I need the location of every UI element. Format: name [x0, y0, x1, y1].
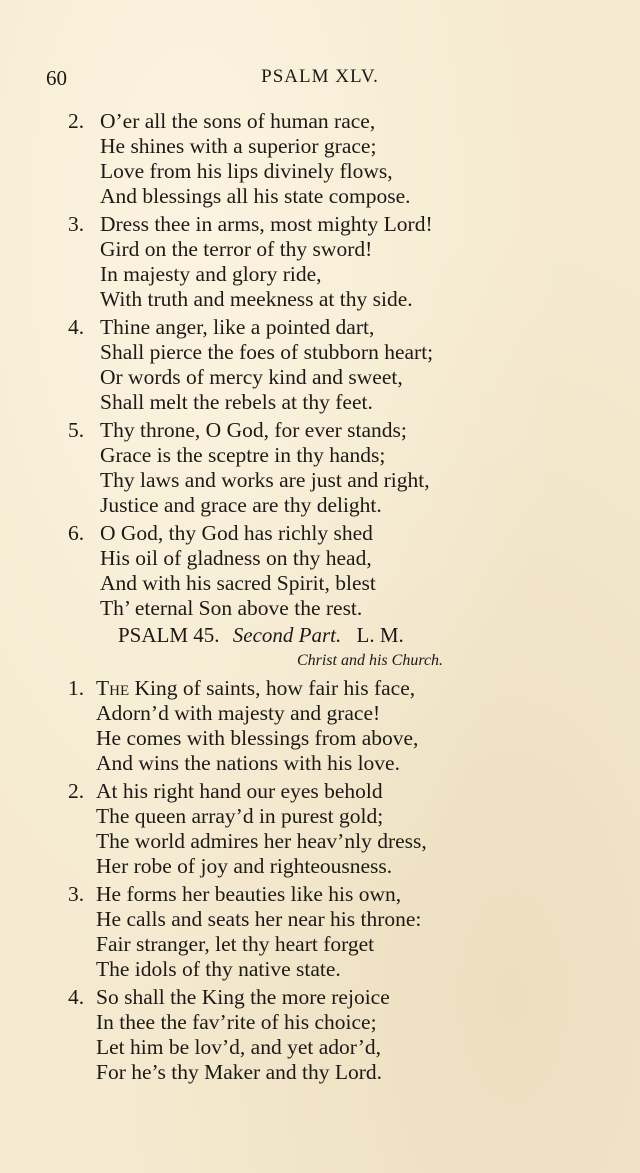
stanza-number: 5.	[68, 418, 85, 442]
verse-line: So shall the King the more rejoice	[96, 985, 390, 1009]
verse-line: In majesty and glory ride,	[100, 262, 322, 286]
verse-line: He forms her beauties like his own,	[96, 882, 402, 906]
verse-line: O God, thy God has richly shed	[100, 521, 373, 545]
verse-line: Gird on the terror of thy sword!	[100, 237, 373, 261]
verse-line: Thine anger, like a pointed dart,	[100, 315, 375, 339]
stanza-number: 3.	[68, 882, 85, 906]
verse-line: And with his sacred Spirit, blest	[100, 571, 376, 595]
stanza-number: 3.	[68, 212, 85, 236]
stanza-number: 4.	[68, 985, 85, 1009]
stanza-number: 4.	[68, 315, 85, 339]
verse-line: Justice and grace are thy delight.	[100, 493, 382, 517]
verse-line: Th’ eternal Son above the rest.	[100, 596, 363, 620]
section-heading	[118, 623, 404, 648]
verse-line: Or words of mercy kind and sweet,	[100, 365, 403, 389]
verse-line: He calls and seats her near his throne:	[96, 907, 422, 931]
verse-line: Fair stranger, let thy heart forget	[96, 932, 375, 956]
stanza-number: 2.	[68, 779, 85, 803]
verse-line: And wins the nations with his love.	[96, 751, 400, 775]
verse-line: The queen array’d in purest gold;	[96, 804, 384, 828]
verse-line: Shall pierce the foes of stubborn heart;	[100, 340, 434, 364]
verse-line: Adorn’d with majesty and grace!	[96, 701, 381, 725]
verse-line: In thee the fav’rite of his choice;	[96, 1010, 377, 1034]
verse-line: And blessings all his state compose.	[100, 184, 411, 208]
verse-line: He comes with blessings from above,	[96, 726, 419, 750]
verse-line: Thy laws and works are just and right,	[100, 468, 430, 492]
stanza-number: 6.	[68, 521, 85, 545]
verse-line: His oil of gladness on thy head,	[100, 546, 372, 570]
page-number: 60	[46, 66, 67, 90]
heading-psalm: PSALM 45.	[118, 623, 220, 647]
verse-line: At his right hand our eyes behold	[96, 779, 383, 803]
verse-line: With truth and meekness at thy side.	[100, 287, 413, 311]
heading-meter: L. M.	[356, 623, 404, 647]
verse-line: Thy throne, O God, for ever stands;	[100, 418, 407, 442]
verse-line: Let him be lov’d, and yet ador’d,	[96, 1035, 381, 1059]
section-subtitle: Christ and his Church.	[296, 652, 444, 669]
verse-line: Her robe of joy and righteousness.	[96, 854, 393, 878]
verse-line: The idols of thy native state.	[96, 957, 341, 981]
stanza-number: 2.	[68, 109, 85, 133]
verse-line: Dress thee in arms, most mighty Lord!	[100, 212, 433, 236]
heading-part: Second Part.	[232, 623, 342, 647]
drop-word: The	[96, 676, 130, 700]
running-head: PSALM XLV.	[261, 66, 379, 87]
verse-line: O’er all the sons of human race,	[100, 109, 376, 133]
verse-line: Love from his lips divinely flows,	[100, 159, 393, 183]
verse-line-rest: King of saints, how fair his face,	[129, 676, 416, 700]
verse-line: The world admires her heav’nly dress,	[96, 829, 427, 853]
verse-line: Shall melt the rebels at thy feet.	[100, 390, 373, 414]
verse-line: He shines with a superior grace;	[100, 134, 377, 158]
stanza-number: 1.	[68, 676, 85, 700]
verse-line-first	[96, 676, 415, 701]
verse-line: Grace is the sceptre in thy hands;	[100, 443, 386, 467]
verse-line: For he’s thy Maker and thy Lord.	[96, 1060, 383, 1084]
